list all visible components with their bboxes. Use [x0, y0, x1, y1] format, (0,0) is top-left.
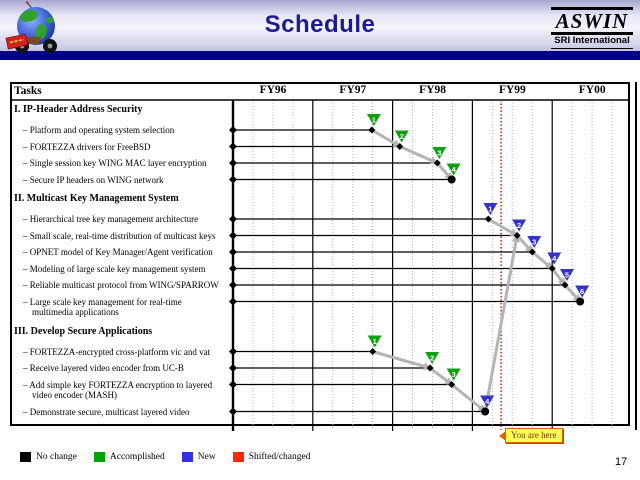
start-diamond — [229, 143, 237, 151]
start-diamond — [229, 265, 237, 273]
task-label: – OPNET model of Key Manager/Agent verification — [23, 247, 213, 257]
start-diamond — [229, 281, 237, 289]
slip-connector — [400, 147, 438, 164]
legend-swatch — [182, 452, 193, 462]
fy-header-label: FY97 — [339, 84, 367, 96]
milestone-number: 3 — [532, 237, 537, 247]
task-label: – FORTEZZA drivers for FreeBSD — [23, 141, 151, 152]
legend-label: Accomplished — [109, 451, 165, 462]
table-right-shadow-line — [635, 82, 637, 430]
legend — [20, 450, 310, 463]
you-are-here-callout — [505, 428, 563, 443]
milestone-number: 4 — [552, 254, 557, 263]
sri-international-label: SRI International — [551, 35, 633, 49]
globe-rover-logo-icon — [5, 1, 63, 60]
task-label: – Platform and operating system selection — [23, 125, 175, 135]
milestone-number: 4 — [451, 165, 456, 174]
callout-left-arrow-icon — [499, 431, 506, 441]
legend-swatch — [94, 452, 105, 462]
fy-header-label: FY00 — [578, 84, 606, 96]
task-label: – Add simple key FORTEZZA encryption to layered video encoder (MASH) — [23, 379, 213, 400]
milestone-number: 2 — [399, 132, 404, 141]
task-label: – Secure IP headers on WING network — [23, 174, 164, 185]
start-diamond — [229, 126, 237, 134]
task-label: – Demonstrate secure, multicast layered video — [23, 406, 190, 417]
end-dot — [481, 408, 489, 416]
task-label: – Receive layered video encoder from UC-B — [23, 363, 184, 373]
task-label: – Large scale key management for real-time multimedia applications — [23, 296, 182, 317]
task-label: – Small scale, real-time distribution of multicast keys — [23, 230, 216, 241]
legend-swatch — [20, 452, 31, 462]
start-diamond — [229, 215, 237, 223]
legend-label: No change — [36, 451, 77, 462]
task-column-header: Tasks — [14, 85, 42, 97]
milestone-number: 4 — [485, 397, 490, 406]
gantt-chart — [10, 82, 632, 434]
milestone-number: 2 — [430, 353, 435, 363]
milestone-number: 3 — [437, 148, 442, 158]
task-label: – Single session key WING MAC layer encryption — [23, 158, 207, 168]
header-divider-bar — [0, 51, 640, 60]
slip-connector — [452, 385, 486, 412]
start-diamond — [229, 159, 237, 167]
page-number: 17 — [615, 456, 628, 468]
legend-label: New — [197, 451, 216, 462]
milestone-number: 1 — [372, 337, 377, 346]
milestone-number: 1 — [488, 204, 493, 214]
slip-connector — [488, 219, 517, 236]
end-dot — [448, 176, 456, 184]
legend-item — [94, 452, 165, 462]
start-diamond — [229, 381, 237, 389]
milestone-number: 2 — [517, 221, 522, 230]
fy-header-label: FY96 — [259, 84, 287, 96]
legend-label: Shifted/changed — [248, 451, 311, 462]
milestone-number: 1 — [371, 115, 376, 125]
legend-item — [182, 452, 216, 462]
slip-connector — [372, 130, 400, 147]
start-diamond — [229, 298, 237, 306]
fy-header-label: FY99 — [498, 84, 526, 96]
end-dot — [576, 298, 584, 306]
page-title: Schedule — [264, 11, 376, 38]
task-label: – Modeling of large scale key management system — [23, 263, 206, 274]
section-title: III. Develop Secure Applications — [14, 325, 153, 337]
start-diamond — [229, 364, 237, 372]
milestone-number: 5 — [564, 270, 570, 280]
task-label: – Reliable multicast protocol from WING/SPARROW — [23, 280, 219, 290]
sri-international-logo — [551, 7, 633, 49]
milestone-number: 3 — [451, 370, 456, 379]
task-label: – Hierarchical tree key management architecture — [23, 214, 199, 224]
start-diamond — [229, 408, 237, 416]
section-title: II. Multicast Key Management System — [14, 193, 179, 204]
start-diamond — [229, 248, 237, 256]
start-diamond — [229, 232, 237, 240]
slip-connector — [373, 352, 430, 369]
task-label: – FORTEZZA-encrypted cross-platform vic and vat — [23, 346, 211, 357]
legend-item — [20, 452, 77, 462]
start-diamond — [229, 348, 237, 356]
legend-item — [233, 452, 311, 462]
start-diamond — [229, 176, 237, 184]
aswin-wordmark: ASWIN — [551, 7, 633, 35]
milestone-number: 6 — [580, 287, 585, 296]
end-diamond — [369, 348, 376, 355]
fy-header-label: FY98 — [419, 84, 447, 96]
you-are-here-label: You are here — [511, 430, 557, 440]
legend-swatch — [233, 452, 244, 462]
section-title: I. IP-Header Address Security — [14, 104, 143, 115]
